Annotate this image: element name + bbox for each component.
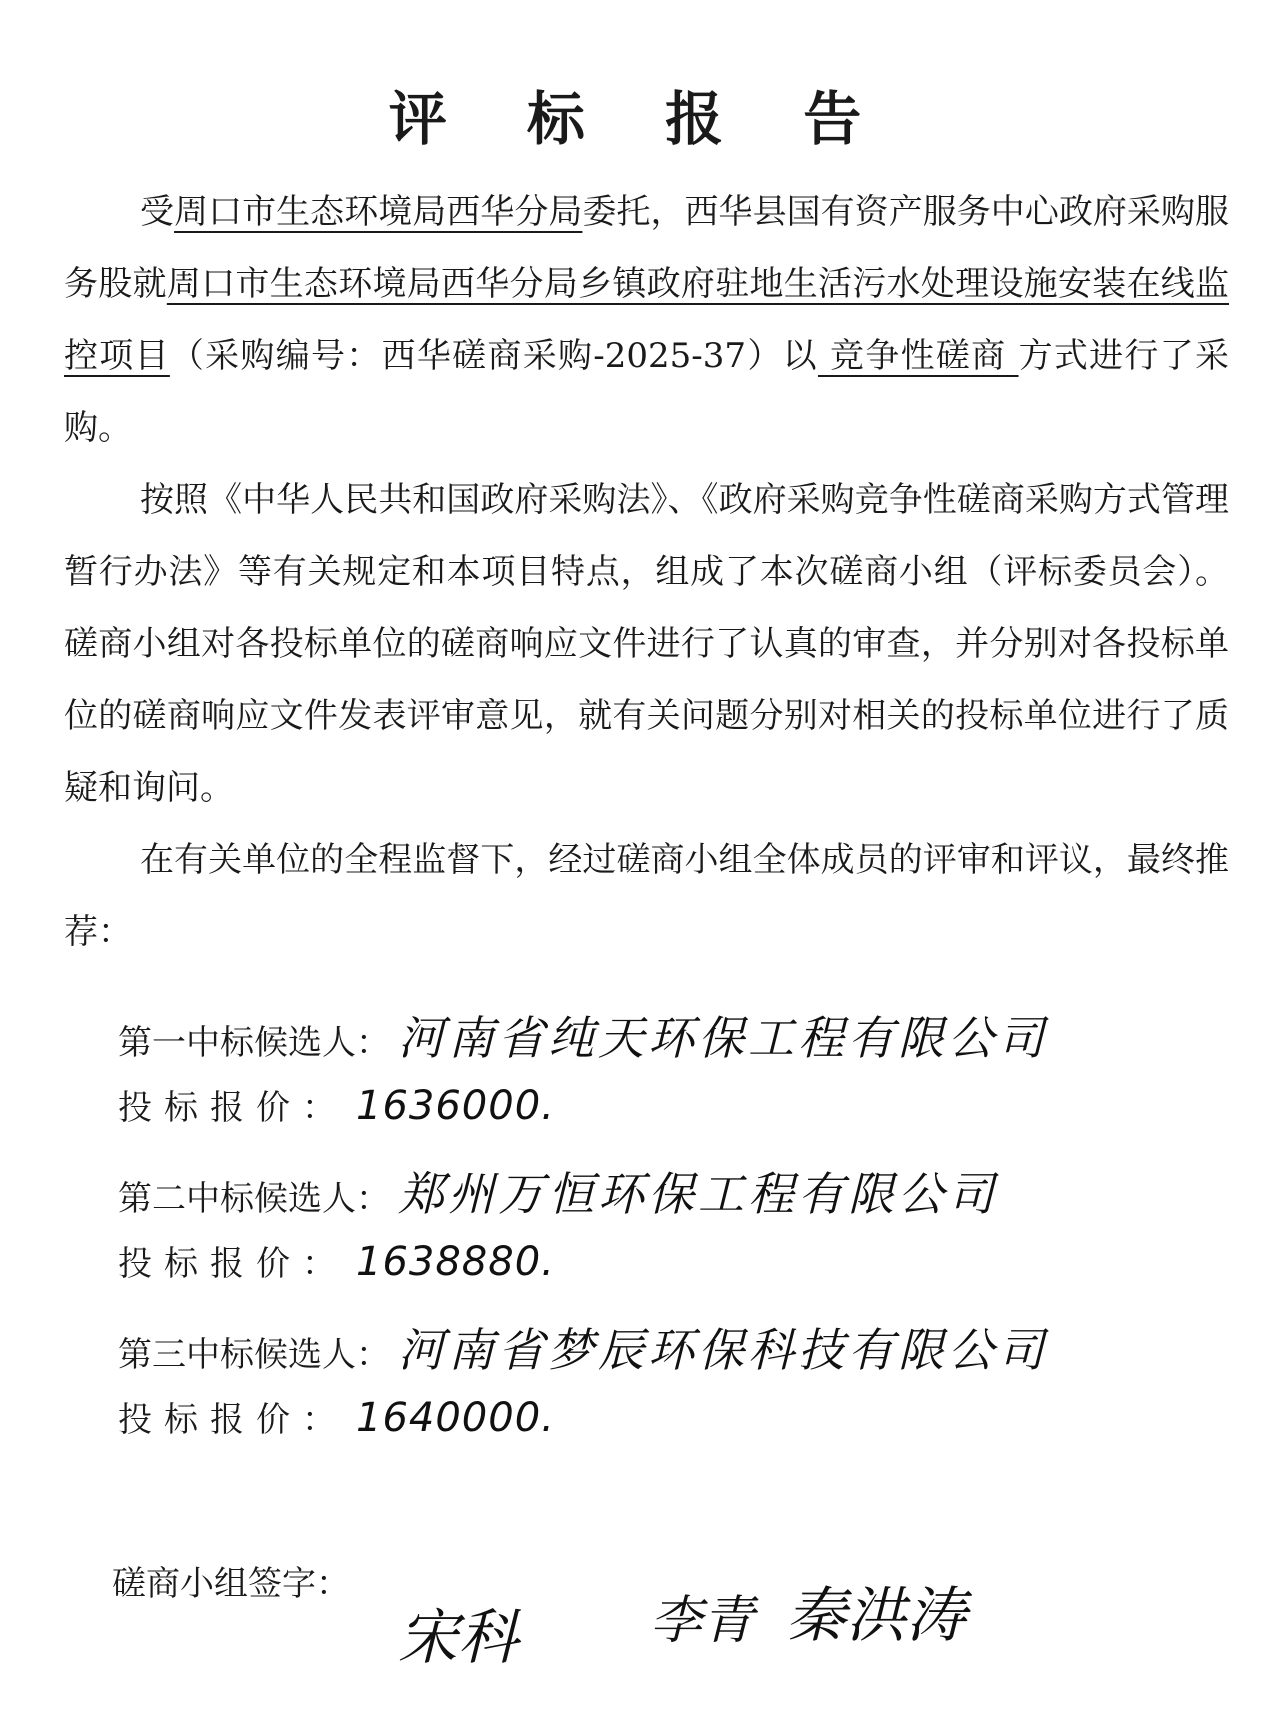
document-title: 评 标 报 告 xyxy=(388,85,892,153)
candidate-2-row: 第二中标候选人： 郑州万恒环保工程有限公司 xyxy=(118,1167,998,1221)
signature-1: 宋科 xyxy=(398,1603,518,1673)
project-name: 周口市生态环境局西华分局乡镇政府驻地生活污水处理设施安装在线监控项目 xyxy=(64,264,1230,376)
candidate-1-price: 1636000. xyxy=(356,1083,555,1129)
paragraph-recommendation: 在有关单位的全程监督下，经过磋商小组全体成员的评审和评议，最终推荐： xyxy=(64,840,1229,952)
client-name: 周口市生态环境局西华分局 xyxy=(174,192,583,232)
paragraph-basis: 按照《中华人民共和国政府采购法》、《政府采购竞争性磋商采购方式管理暂行办法》等有关规定和本项目特点，组成了本次磋商小组（评标委员会）。磋商小组对各投标单位的磋商响应文件进行了认真的审查，并分别对各投标单位的磋商响应文件发表评审意见，就有关问题分别对相关的投标单位进行了质疑和询问。 xyxy=(64,480,1229,808)
candidate-1-price-row: 投标报价： 1636000. xyxy=(118,1083,555,1129)
candidate-2-price-row: 投标报价： 1638880. xyxy=(118,1239,555,1285)
candidate-3-name: 河南省梦辰环保科技有限公司 xyxy=(398,1323,1048,1377)
candidate-3-price: 1640000. xyxy=(356,1395,555,1441)
procurement-method: 竞争性磋商 xyxy=(817,336,1019,376)
candidate-1-row: 第一中标候选人： 河南省纯天环保工程有限公司 xyxy=(118,1011,1048,1065)
candidate-2-name: 郑州万恒环保工程有限公司 xyxy=(398,1167,998,1221)
candidate-3-price-row: 投标报价： 1640000. xyxy=(118,1395,555,1441)
candidate-2-price: 1638880. xyxy=(356,1239,555,1285)
candidate-3-row: 第三中标候选人： 河南省梦辰环保科技有限公司 xyxy=(118,1323,1048,1377)
signature-label: 磋商小组签字： xyxy=(112,1564,350,1604)
signature-3: 秦洪涛 xyxy=(786,1581,966,1651)
candidate-1-name: 河南省纯天环保工程有限公司 xyxy=(398,1011,1048,1065)
paragraph-commission: 受周口市生态环境局西华分局委托，西华县国有资产服务中心政府采购服务股就周口市生态环境局西华分局乡镇政府驻地生活污水处理设施安装在线监控项目（采购编号：西华磋商采购-2025-37）以 竞争性磋商 方式进行了采购。 xyxy=(64,192,1230,448)
signature-2: 李青 xyxy=(650,1591,755,1651)
